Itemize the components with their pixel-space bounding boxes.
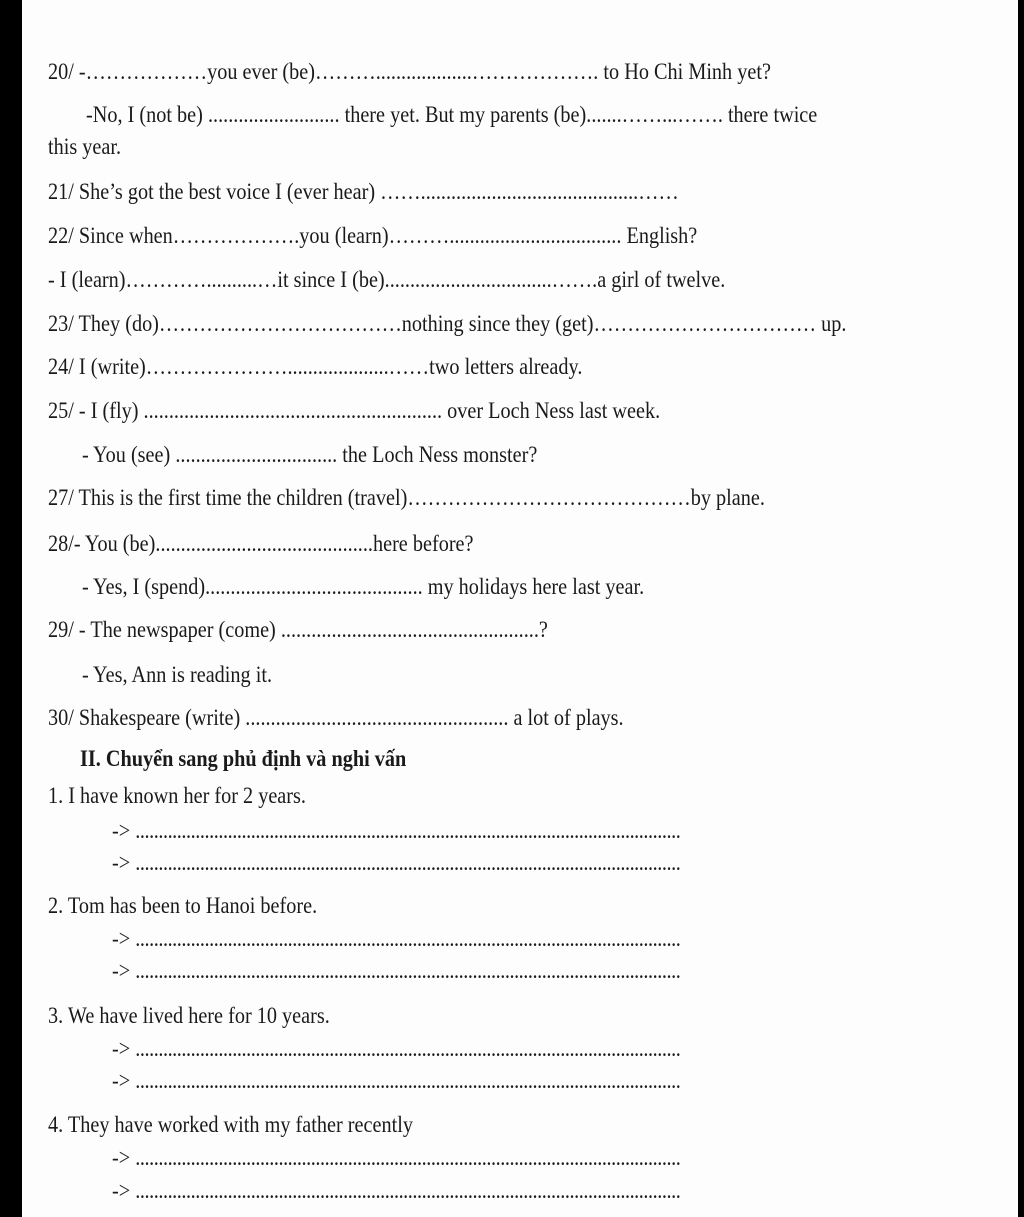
sentence-3: 3. We have lived here for 10 years. xyxy=(48,1003,330,1028)
question-28-line-2: - Yes, I (spend)........................................... my holidays here last year. xyxy=(82,574,645,599)
question-23: 23/ They (do)………………………………nothing since they (get)…………………………… up. xyxy=(48,311,847,336)
answer-line-4a xyxy=(112,1145,680,1171)
answer-blank: ...................................................................................................................... xyxy=(135,1068,681,1093)
sentence-2: 2. Tom has been to Hanoi before. xyxy=(48,893,318,918)
answer-line-3b xyxy=(112,1068,680,1094)
question-22-line-2: - I (learn)…………..........…it since I (be).................................…….a girl of twelve. xyxy=(48,267,726,292)
answer-line-3a xyxy=(112,1036,680,1062)
question-25-line-1: 25/ - I (fly) ........................................................... over Loch Ness last week. xyxy=(48,398,661,423)
answer-blank: ...................................................................................................................... xyxy=(135,818,681,843)
worksheet-page xyxy=(22,0,1018,1217)
arrow-icon: -> xyxy=(112,818,131,843)
arrow-icon: -> xyxy=(112,1068,131,1093)
arrow-icon: -> xyxy=(112,958,131,983)
question-20-line-1: 20/ -………………you ever (be)………...................………………. to Ho Chi Minh yet? xyxy=(48,59,771,84)
question-22-line-1: 22/ Since when……………….you (learn)……….................................. English? xyxy=(48,223,698,248)
question-29-line-2: - Yes, Ann is reading it. xyxy=(82,662,273,687)
answer-blank: ...................................................................................................................... xyxy=(135,1145,681,1170)
section-2-heading: II. Chuyển sang phủ định và nghi vấn xyxy=(80,746,407,771)
question-30: 30/ Shakespeare (write) .................................................... a lot of plays. xyxy=(48,705,624,730)
answer-line-2b xyxy=(112,958,680,984)
question-20-line-2: -No, I (not be) .......................... there yet. But my parents (be).......……...……. there twice xyxy=(86,102,818,127)
question-29-line-1: 29/ - The newspaper (come) ...................................................? xyxy=(48,617,548,642)
question-21: 21/ She’s got the best voice I (ever hear) ……...........................................…… xyxy=(48,179,679,204)
question-20-line-3: this year. xyxy=(48,134,122,159)
answer-line-1a xyxy=(112,818,680,844)
answer-line-1b xyxy=(112,850,680,876)
sentence-1: 1. I have known her for 2 years. xyxy=(48,783,306,808)
arrow-icon: -> xyxy=(112,926,131,951)
answer-blank: ...................................................................................................................... xyxy=(135,850,681,875)
question-24: 24/ I (write)…………………....................……two letters already. xyxy=(48,354,583,379)
answer-blank: ...................................................................................................................... xyxy=(135,1178,681,1203)
arrow-icon: -> xyxy=(112,1145,131,1170)
answer-blank: ...................................................................................................................... xyxy=(135,958,681,983)
arrow-icon: -> xyxy=(112,850,131,875)
sentence-4: 4. They have worked with my father recently xyxy=(48,1112,413,1137)
question-28-line-1: 28/- You (be)...........................................here before? xyxy=(48,531,474,556)
question-27: 27/ This is the first time the children (travel)……………………………………by plane. xyxy=(48,485,765,510)
arrow-icon: -> xyxy=(112,1036,131,1061)
answer-blank: ...................................................................................................................... xyxy=(135,1036,681,1061)
question-25-line-2: - You (see) ................................ the Loch Ness monster? xyxy=(82,442,538,467)
answer-line-2a xyxy=(112,926,680,952)
answer-blank: ...................................................................................................................... xyxy=(135,926,681,951)
answer-line-4b xyxy=(112,1178,680,1204)
arrow-icon: -> xyxy=(112,1178,131,1203)
